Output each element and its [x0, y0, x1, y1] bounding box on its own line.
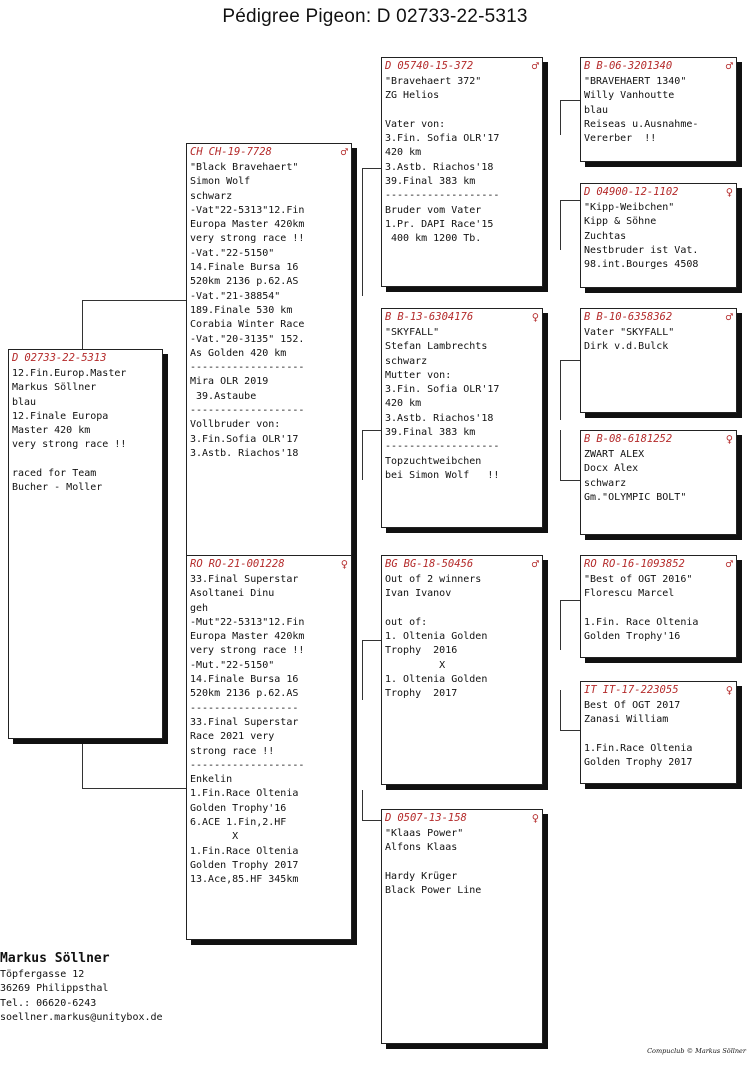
country-code: B: [584, 60, 591, 72]
connector-line: [560, 100, 581, 101]
card-text: "Kipp-Weibchen" Kipp & Söhne Zuchtas Nestbruder ist Vat. 98.int.Bourges 4508: [584, 202, 699, 271]
sex-symbol: ♀: [531, 310, 539, 324]
owner-email[interactable]: soellner.markus@unitybox.de: [0, 1011, 163, 1023]
ring-number: 05740-15-372: [397, 60, 474, 72]
connector-line: [560, 480, 581, 481]
sex-symbol: ♀: [725, 683, 733, 697]
connector-line: [82, 738, 83, 788]
card-text: Out of 2 winners Ivan Ivanov out of: 1. Oltenia Golden Trophy 2016 X 1. Oltenia Golden Trophy 2017: [385, 574, 488, 700]
owner-street: Töpfergasse 12: [0, 969, 85, 980]
card-text: 33.Final Superstar Asoltanei Dinu geh -Mut"22-5313"12.Fin Europa Master 420km very strong race !! -Mut."22-5150" 14.Finale Bursa 16 520km 2136 p.62.AS ------------------ 33.Final Superstar Race 2021 very strong race !! ------------------- Enkelin 1.Fin.Race Oltenia Golden Trophy'16 6.ACE 1.Fin,2.HF X 1.Fin.Race Oltenia Golden Trophy 2017 13.Ace,85.HF 345km: [190, 574, 305, 886]
sex-symbol: ♂: [531, 557, 539, 571]
pigeon-card-mother-mother[interactable]: [381, 809, 543, 1044]
connector-line: [362, 820, 382, 821]
sex-symbol: ♀: [725, 185, 733, 199]
connector-line: [560, 600, 561, 650]
sex-symbol: ♂: [340, 145, 348, 159]
country-code: D: [12, 352, 19, 364]
card-text: "Best of OGT 2016" Florescu Marcel 1.Fin. Race Oltenia Golden Trophy'16: [584, 574, 699, 643]
connector-line: [362, 640, 382, 641]
ring-number: B-06-3201340: [596, 60, 673, 72]
card-header: [385, 60, 539, 73]
card-header: [385, 311, 539, 324]
pigeon-card-mf-mother[interactable]: [580, 681, 737, 784]
ring-number: IT-17-223055: [602, 684, 679, 696]
ring-number: CH-19-7728: [208, 146, 272, 158]
country-code: BG: [385, 558, 398, 570]
pigeon-card-ff-father[interactable]: [580, 57, 737, 162]
ring-number: B-08-6181252: [596, 433, 673, 445]
country-code: B: [584, 433, 591, 445]
connector-line: [560, 600, 581, 601]
connector-line: [560, 690, 561, 730]
pigeon-card-father-mother[interactable]: [381, 308, 543, 528]
pigeon-card-subject[interactable]: [8, 349, 163, 739]
connector-line: [560, 730, 581, 731]
card-header: [584, 684, 733, 697]
card-header: [584, 60, 733, 73]
card-header: [584, 311, 733, 324]
country-code: RO: [190, 558, 203, 570]
connector-line: [362, 790, 363, 820]
connector-line: [362, 168, 363, 296]
ring-number: B-13-6304176: [397, 311, 474, 323]
card-header: [190, 146, 348, 159]
country-code: D: [385, 812, 392, 824]
pigeon-card-mf-father[interactable]: [580, 555, 737, 658]
connector-line: [362, 168, 382, 169]
card-header: [584, 186, 733, 199]
footer-credit: Compuclub © Markus Söllner: [647, 1047, 746, 1055]
card-text: "Black Bravehaert" Simon Wolf schwarz -Vat"22-5313"12.Fin Europa Master 420km very strong race !! -Vat."22-5150" 14.Finale Bursa 16 520km 2136 p.62.AS -Vat."21-38854" 189.Finale 530 km Corabia Winter Race -Vat."20-3135" 152. As Golden 420 km ------------------- Mira OLR 2019 39.Astaube ------------------- Vollbruder von: 3.Fin.Sofia OLR'17 3.Astb. Riachos'18: [190, 162, 305, 459]
card-text: "Klaas Power" Alfons Klaas Hardy Krüger Black Power Line: [385, 828, 482, 897]
country-code: B: [385, 311, 392, 323]
country-code: D: [385, 60, 392, 72]
sex-symbol: ♂: [531, 59, 539, 73]
connector-line: [560, 430, 561, 480]
ring-number: 04900-12-1102: [596, 186, 679, 198]
ring-number: RO-21-001228: [208, 558, 285, 570]
owner-city: 36269 Philippsthal: [0, 983, 109, 995]
sex-symbol: ♀: [531, 811, 539, 825]
card-text: Vater "SKYFALL" Dirk v.d.Bulck: [584, 327, 675, 353]
connector-line: [82, 300, 83, 350]
connector-line: [362, 430, 363, 480]
connector-line: [82, 300, 187, 301]
sex-symbol: ♀: [340, 557, 348, 571]
card-text: Best Of OGT 2017 Zanasi William 1.Fin.Race Oltenia Golden Trophy 2017: [584, 700, 693, 769]
pigeon-card-mother[interactable]: [186, 555, 352, 940]
card-header: [385, 558, 539, 571]
connector-line: [560, 360, 581, 361]
pigeon-card-mother-father[interactable]: [381, 555, 543, 785]
country-code: RO: [584, 558, 597, 570]
country-code: B: [584, 311, 591, 323]
owner-name: Markus Söllner: [0, 951, 110, 966]
pigeon-card-fm-father[interactable]: [580, 308, 737, 413]
country-code: CH: [190, 146, 203, 158]
connector-line: [362, 640, 363, 700]
country-code: IT: [584, 684, 597, 696]
card-text: "BRAVEHAERT 1340" Willy Vanhoutte blau Reiseas u.Ausnahme- Vererber !!: [584, 76, 699, 145]
owner-block: [0, 950, 163, 1025]
card-text: "Bravehaert 372" ZG Helios Vater von: 3.Fin. Sofia OLR'17 420 km 3.Astb. Riachos'18 39.Final 383 km ------------------- Bruder vom Vater 1.Pr. DAPI Race'15 400 km 1200 Tb.: [385, 76, 500, 245]
connector-line: [560, 200, 581, 201]
sex-symbol: ♀: [725, 432, 733, 446]
sex-symbol: ♂: [725, 310, 733, 324]
pigeon-card-father-father[interactable]: [381, 57, 543, 287]
card-header: [385, 812, 539, 825]
card-text: 12.Fin.Europ.Master Markus Söllner blau 12.Finale Europa Master 420 km very strong race !! raced for Team Bucher - Moller: [12, 368, 127, 494]
pigeon-card-father[interactable]: [186, 143, 352, 598]
connector-line: [82, 788, 187, 789]
sex-symbol: ♂: [725, 557, 733, 571]
connector-line: [362, 430, 382, 431]
pigeon-card-ff-mother[interactable]: [580, 183, 737, 288]
ring-number: B-10-6358362: [596, 311, 673, 323]
sex-symbol: ♂: [725, 59, 733, 73]
ring-number: 02733-22-5313: [24, 352, 107, 364]
ring-number: BG-18-50456: [403, 558, 474, 570]
card-text: ZWART ALEX Docx Alex schwarz Gm."OLYMPIC BOLT": [584, 449, 687, 503]
card-header: [12, 352, 159, 365]
card-header: [190, 558, 348, 571]
ring-number: RO-16-1093852: [602, 558, 685, 570]
card-header: [584, 558, 733, 571]
connector-line: [560, 100, 561, 135]
ring-number: 0507-13-158: [397, 812, 467, 824]
connector-line: [560, 360, 561, 420]
country-code: D: [584, 186, 591, 198]
pigeon-card-fm-mother[interactable]: [580, 430, 737, 535]
card-header: [584, 433, 733, 446]
connector-line: [560, 200, 561, 250]
owner-phone: Tel.: 06620-6243: [0, 997, 97, 1009]
card-text: "SKYFALL" Stefan Lambrechts schwarz Mutter von: 3.Fin. Sofia OLR'17 420 km 3.Astb. Riachos'18 39.Final 383 km ------------------- Topzuchtweibchen bei Simon Wolf !!: [385, 327, 500, 481]
page-title: Pédigree Pigeon: D 02733-22-5313: [222, 6, 528, 27]
